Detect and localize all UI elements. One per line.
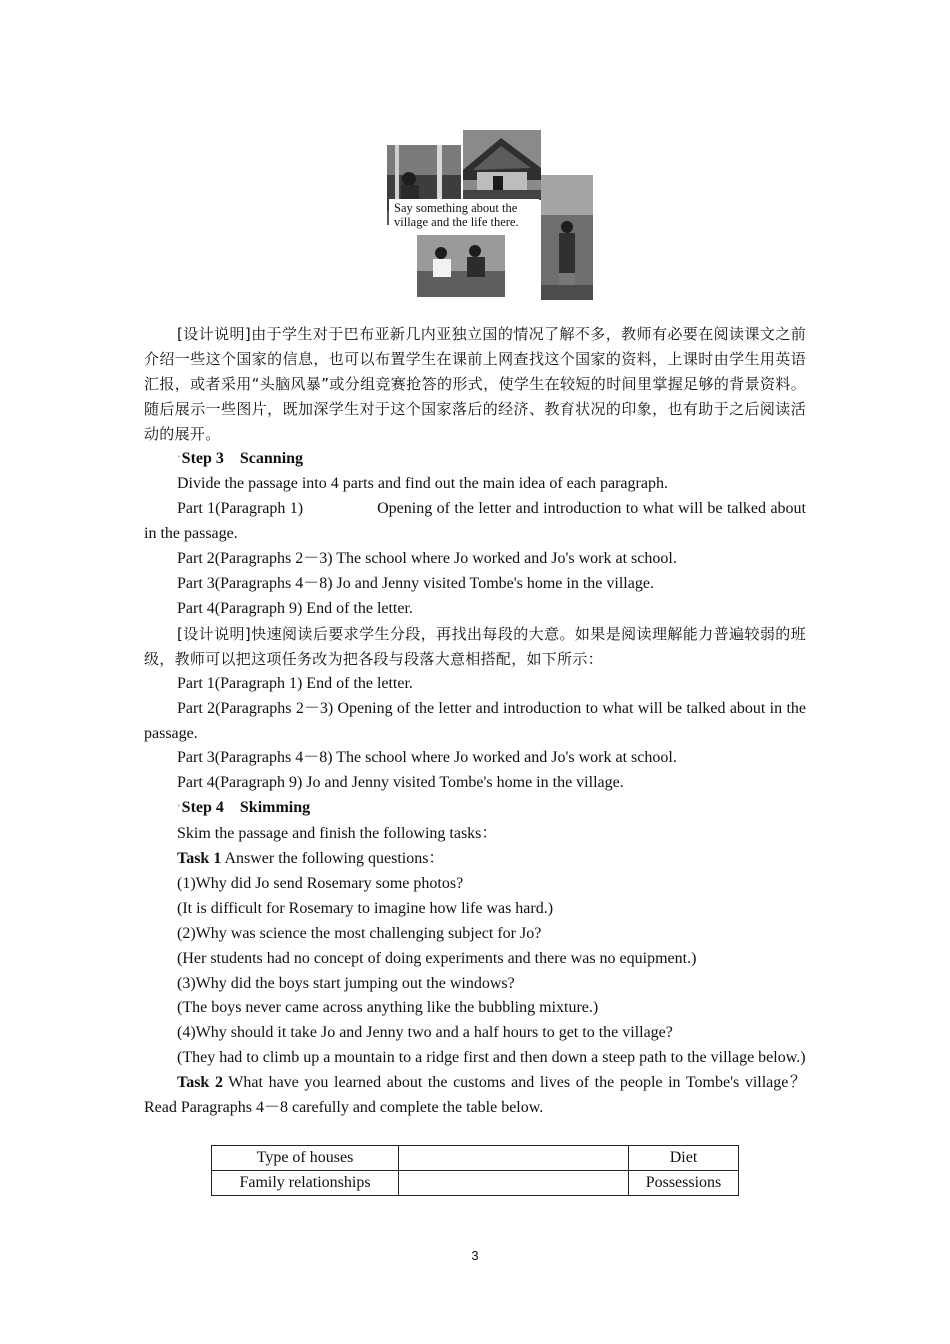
step3-heading [144, 447, 806, 473]
bullet-marker: ʾ [177, 453, 181, 466]
figure-caption: Say something about the village and the life there. [394, 201, 519, 229]
table-row [212, 1146, 739, 1171]
task1-text: Answer the following questions： [224, 850, 445, 868]
question-4: (4)Why should it take Jo and Jenny two and a half hours to get to the village? [177, 1024, 673, 1042]
answer-4: (They had to climb up a mountain to a ridge first and then down a steep path to the village below.) [177, 1049, 806, 1067]
question-3: (3)Why did the boys start jumping out the windows? [177, 974, 515, 992]
answer-2: (Her students had no concept of doing experiments and there was no equipment.) [177, 949, 697, 967]
question-1: (1)Why did Jo send Rosemary some photos? [177, 874, 464, 892]
match-part2: Part 2(Paragraphs 2－3) Opening of the letter and introduction to what will be talked about in the passage. [144, 699, 806, 742]
step3-part4: Part 4(Paragraph 9) End of the letter. [177, 599, 413, 617]
design-note-1: [设计说明]由于学生对于巴布亚新几内亚独立国的情况了解不多，教师有必要在阅读课文之前介绍一些这个国家的信息，也可以布置学生在课前上网查找这个国家的资料，上课时由学生用英语汇报，或者采用“头脑风暴”或分组竞赛抢答的形式，使学生在较短的时间里掌握足够的背景资料。随后展示一些图片，既加深学生对于这个国家落后的经济、教育状况的印象，也有助于之后阅读活动的展开。 [144, 325, 806, 443]
customs-table [211, 1145, 739, 1196]
step3-title: Step 3 Scanning [181, 449, 304, 467]
bullet-marker: ʾ [177, 803, 181, 816]
task1 [144, 847, 806, 872]
table-cell: Diet [629, 1146, 739, 1171]
match-part4: Part 4(Paragraph 9) Jo and Jenny visited Tombe's home in the village. [177, 774, 624, 792]
task1-label: Task 1 [177, 850, 222, 868]
task2-text: What have you learned about the customs and lives of the people in Tombe's village？Read Paragraphs 4－8 carefully and complete the table below. [144, 1074, 806, 1117]
table-row [212, 1171, 739, 1196]
part1-label: Part 1(Paragraph 1) [177, 500, 304, 518]
table-cell: Type of houses [212, 1146, 399, 1171]
table-cell: Possessions [629, 1171, 739, 1196]
step3-instruction: Divide the passage into 4 parts and find out the main idea of each paragraph. [177, 475, 668, 493]
page-number: 3 [471, 1248, 479, 1263]
step4-instruction: Skim the passage and finish the following tasks： [177, 825, 498, 843]
step3-part3: Part 3(Paragraphs 4－8) Jo and Jenny visited Tombe's home in the village. [177, 575, 654, 593]
woman-photo [541, 175, 593, 300]
hut-photo [463, 130, 541, 200]
match-part3: Part 3(Paragraphs 4－8) The school where Jo worked and Jo's work at school. [177, 749, 677, 767]
task2-label: Task 2 [177, 1074, 223, 1092]
question-2: (2)Why was science the most challenging subject for Jo? [177, 924, 542, 942]
design-note-2: [设计说明]快速阅读后要求学生分段，再找出每段的大意。如果是阅读理解能力普遍较弱的班级，教师可以把这项任务改为把各段与段落大意相搭配，如下所示： [144, 624, 806, 668]
answer-1: (It is difficult for Rosemary to imagine how life was hard.) [177, 899, 554, 917]
match-part1: Part 1(Paragraph 1) End of the letter. [177, 674, 413, 692]
blank-cell[interactable] [399, 1171, 629, 1196]
task2 [144, 1071, 806, 1121]
step4-heading [144, 796, 806, 822]
children-planting-photo [417, 235, 505, 297]
table-cell: Family relationships [212, 1171, 399, 1196]
step3-part2: Part 2(Paragraphs 2－3) The school where Jo worked and Jo's work at school. [177, 550, 677, 568]
step4-title: Step 4 Skimming [181, 799, 311, 817]
blank-cell[interactable] [399, 1146, 629, 1171]
step3-part1 [144, 497, 806, 547]
part1-text: Opening of the letter and introduction to what will be talked about in the passage. [144, 500, 806, 543]
lesson-content [144, 322, 806, 1121]
answer-3: (The boys never came across anything like the bubbling mixture.) [177, 999, 599, 1017]
